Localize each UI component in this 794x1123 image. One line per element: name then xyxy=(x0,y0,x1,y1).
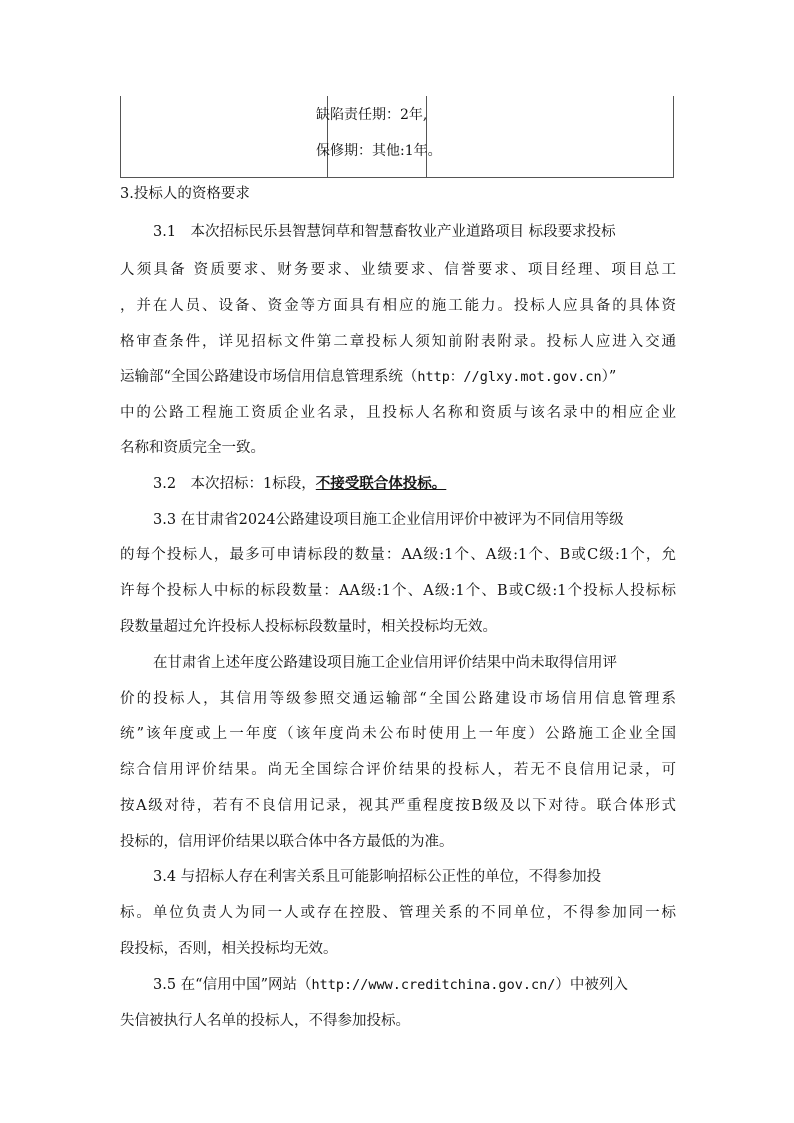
table-cell-defect-period: 缺陷责任期：2年, xyxy=(316,107,428,123)
url-link[interactable]: http://www.creditchina.gov.cn/ xyxy=(311,977,556,993)
paragraph-3-2 xyxy=(153,466,676,502)
paragraph-3-1-line: 3.1 本次招标民乐县智慧饲草和智慧畜牧业产业道路项目 标段要求投标 xyxy=(153,224,616,240)
paragraph-3-4-line: 标。单位负责人为同一人或存在控股、管理关系的不同单位，不得参加同一标 xyxy=(120,905,676,921)
text-span: ）中被列入 xyxy=(555,977,628,993)
paragraph-credit-line: 统”该年度或上一年度（该年度尚未公布时使用上一年度）公路施工企业全国 xyxy=(120,726,676,742)
paragraph-3-3-line: 的每个投标人，最多可申请标段的数量：AA级:1个、A级:1个、B或C级:1个，允 xyxy=(120,547,676,563)
paragraph-credit-line: 投标的，信用评价结果以联合体中各方最低的为准。 xyxy=(120,834,454,850)
url-link[interactable]: http：//glxy.mot.gov.cn xyxy=(417,369,602,385)
paragraph-3-5-line xyxy=(153,967,676,1003)
paragraph-credit-line: 在甘肃省上述年度公路建设项目施工企业信用评价结果中尚未取得信用评 xyxy=(153,655,617,671)
paragraph-3-1-line xyxy=(120,359,676,395)
paragraph-3-3-line: 3.3 在甘肃省2024公路建设项目施工企业信用评价中被评为不同信用等级 xyxy=(153,512,624,528)
paragraph-3-5-line: 失信被执行人名单的投标人，不得参加投标。 xyxy=(120,1013,410,1029)
paragraph-3-3-line: 许每个投标人中标的标段数量：AA级:1个、A级:1个、B或C级:1个投标人投标标 xyxy=(120,583,676,599)
text-span: ）” xyxy=(601,369,617,385)
paragraph-3-1-line: 格审查条件，详见招标文件第二章投标人须知前附表附录。投标人应进入交通 xyxy=(120,334,676,350)
paragraph-3-1-line: 人须具备 资质要求、财务要求、业绩要求、信誉要求、项目经理、项目总工 xyxy=(120,262,676,278)
table-cell-warranty-period: 保修期：其他:1年。 xyxy=(316,143,442,159)
paragraph-3-4-line: 段投标，否则，相关投标均无效。 xyxy=(120,941,338,957)
paragraph-credit-line: 按A级对待，若有不良信用记录，视其严重程度按B级及以下对待。联合体形式 xyxy=(120,798,676,814)
paragraph-3-1-line: 名称和资质完全一致。 xyxy=(120,440,265,456)
paragraph-3-1-line: ，并在人员、设备、资金等方面具有相应的施工能力。投标人应具备的具体资 xyxy=(120,298,676,314)
text-span: 3.5 在“信用中国”网站（ xyxy=(153,977,312,993)
paragraph-3-1-line: 中的公路工程施工资质企业名录，且投标人名称和资质与该名录中的相应企业 xyxy=(120,405,676,421)
emphasis-text: 不接受联合体投标。 xyxy=(315,475,447,492)
paragraph-3-4-line: 3.4 与招标人存在利害关系且可能影响招标公正性的单位，不得参加投 xyxy=(153,869,602,885)
paragraph-credit-line: 综合信用评价结果。尚无全国综合评价结果的投标人，若无不良信用记录，可 xyxy=(120,762,676,778)
paragraph-credit-line: 价的投标人，其信用等级参照交通运输部“全国公路建设市场信用信息管理系 xyxy=(120,691,676,707)
paragraph-3-3-line: 段数量超过允许投标人投标标段数量时，相关投标均无效。 xyxy=(120,619,497,635)
section-heading: 3.投标人的资格要求 xyxy=(120,186,250,202)
text-span: 3.2 本次招标：1标段， xyxy=(153,476,316,492)
text-span: 运输部“全国公路建设市场信用信息管理系统（ xyxy=(120,369,418,385)
